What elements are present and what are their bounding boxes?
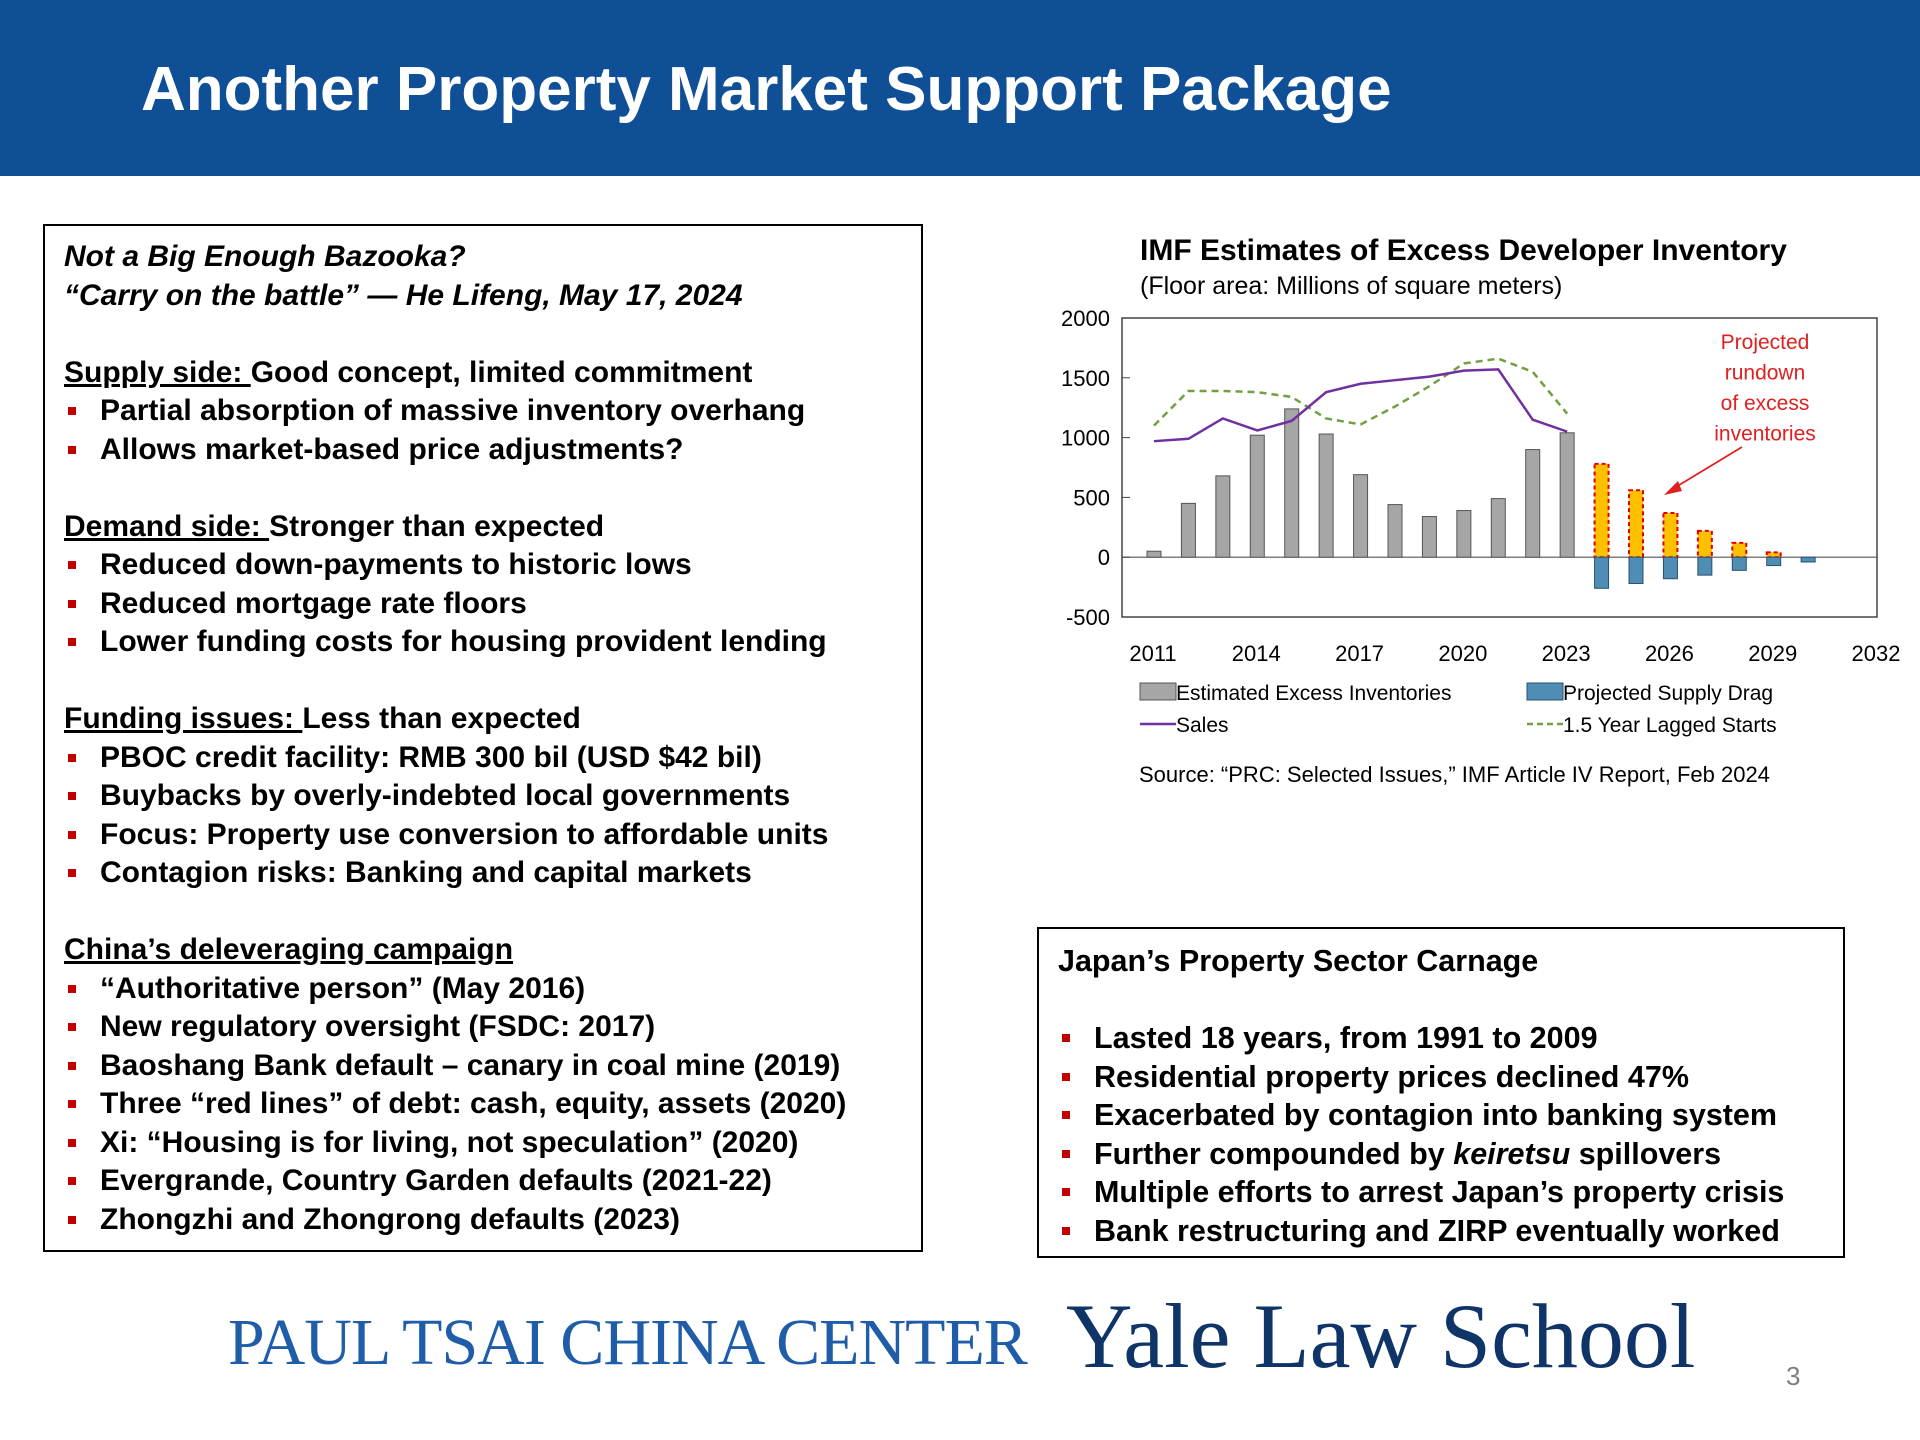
x-tick-label: 2029 <box>1748 641 1798 666</box>
bullet-item <box>1058 1058 1843 1097</box>
bullet-text: Residential property prices declined 47% <box>1094 1059 1689 1094</box>
section-text: Stronger than expected <box>269 509 605 543</box>
section-text: Good concept, limited commitment <box>250 355 753 389</box>
bullet-text: spillovers <box>1570 1136 1722 1171</box>
chart-source: Source: “PRC: Selected Issues,” IMF Article IV Report, Feb 2024 <box>1139 762 1770 787</box>
excess-inventory-bar <box>1560 433 1574 557</box>
projected-rundown-bar <box>1732 543 1746 557</box>
section-label: Demand side: <box>64 509 270 543</box>
x-tick-label: 2020 <box>1438 641 1488 666</box>
projected-rundown-bar <box>1595 464 1609 557</box>
bullet-item <box>64 1008 921 1047</box>
bullet-square-icon <box>68 407 76 415</box>
japan-box <box>1037 927 1845 1258</box>
supply-drag-bar <box>1767 557 1781 565</box>
y-tick-label: 500 <box>1073 485 1110 511</box>
bullet-square-icon <box>1062 1034 1070 1042</box>
legend-label: Estimated Excess Inventories <box>1176 682 1452 705</box>
bullet-item <box>64 739 921 778</box>
box-heading: Not a Big Enough Bazooka? <box>64 240 466 273</box>
bullet-text: Xi: “Housing is for living, not speculation” (2020) <box>100 1125 799 1159</box>
bullet-square-icon <box>68 1100 76 1108</box>
section-heading <box>64 354 921 393</box>
section-text: Less than expected <box>302 702 581 735</box>
bullet-text: PBOC credit facility: RMB 300 bil (USD $42 bil) <box>100 740 762 774</box>
supply-drag-bar <box>1629 557 1643 583</box>
bullet-emphasis: keiretsu <box>1453 1136 1571 1171</box>
legend-swatch-drag <box>1527 683 1563 700</box>
school-name: Yale Law School <box>1066 1285 1696 1387</box>
x-tick-label: 2023 <box>1541 641 1591 666</box>
legend-label: Projected Supply Drag <box>1563 682 1774 705</box>
chart-title: IMF Estimates of Excess Developer Inventory <box>1140 234 1787 267</box>
x-tick-label: 2014 <box>1231 641 1281 666</box>
bullet-text: Zhongzhi and Zhongrong defaults (2023) <box>100 1202 680 1236</box>
bullet-item <box>64 1085 921 1124</box>
bullet-text: Partial absorption of massive inventory overhang <box>100 394 806 427</box>
center-name: PAUL TSAI CHINA CENTER <box>228 1306 1027 1379</box>
bullet-item <box>64 854 921 893</box>
bullet-item <box>1058 1135 1843 1174</box>
excess-inventory-bar <box>1457 511 1471 558</box>
bullet-square-icon <box>1062 1188 1070 1196</box>
bullet-item <box>64 546 921 585</box>
excess-inventory-bar <box>1285 409 1299 557</box>
bullet-square-icon <box>68 638 76 646</box>
bullet-text: Lasted 18 years, from 1991 to 2009 <box>1094 1021 1598 1055</box>
supply-drag-bar <box>1698 557 1712 575</box>
title-banner <box>0 0 1920 176</box>
y-tick-label: 2000 <box>1061 306 1110 331</box>
bullet-square-icon <box>68 446 76 454</box>
excess-inventory-bar <box>1181 503 1195 557</box>
sales-line <box>1154 369 1567 441</box>
bullet-text: Lower funding costs for housing provident lending <box>100 625 827 658</box>
chart-subtitle: (Floor area: Millions of square meters) <box>1140 272 1563 300</box>
annotation-arrowhead <box>1664 481 1682 495</box>
bullet-square-icon <box>68 792 76 800</box>
bullet-text: Evergrande, Country Garden defaults (2021-22) <box>100 1164 772 1197</box>
excess-inventory-bar <box>1319 434 1333 557</box>
y-tick-label: 0 <box>1097 545 1110 571</box>
excess-inventory-bar <box>1354 475 1368 558</box>
projected-rundown-bar <box>1698 531 1712 557</box>
y-tick-label: -500 <box>1065 605 1110 630</box>
bullet-square-icon <box>68 1177 76 1185</box>
section-heading <box>64 931 921 970</box>
bullet-square-icon <box>1062 1227 1070 1235</box>
bullet-square-icon <box>68 754 76 762</box>
supply-drag-bar <box>1663 557 1677 579</box>
bullet-item <box>64 1162 921 1201</box>
excess-inventory-bar <box>1250 435 1264 557</box>
supply-drag-bar <box>1801 557 1815 562</box>
bullet-text: Further compounded by <box>1094 1136 1454 1171</box>
bullet-text: Exacerbated by contagion into banking system <box>1094 1098 1778 1132</box>
bullet-square-icon <box>68 1216 76 1224</box>
bullet-item <box>64 777 921 816</box>
y-tick-label: 1000 <box>1061 425 1110 451</box>
projected-rundown-bar <box>1767 552 1781 557</box>
page-number: 3 <box>1786 1361 1801 1391</box>
bullet-square-icon <box>68 1023 76 1031</box>
bullet-text: Multiple efforts to arrest Japan’s property crisis <box>1094 1175 1785 1209</box>
annotation-text: Projected <box>1720 331 1810 354</box>
lagged-starts-line <box>1154 359 1567 426</box>
y-tick-label: 1500 <box>1061 365 1110 391</box>
slide-title: Another Property Market Support Package <box>141 55 1392 124</box>
bullet-text: Allows market-based price adjustments? <box>100 432 684 466</box>
spacer <box>64 893 921 932</box>
bullet-item <box>1058 1096 1843 1135</box>
excess-inventory-bar <box>1216 476 1230 557</box>
section-heading <box>64 700 921 739</box>
bullet-item <box>64 816 921 855</box>
bullet-square-icon <box>1062 1150 1070 1158</box>
bullet-item <box>64 1201 921 1240</box>
section-heading <box>64 508 921 547</box>
bullet-square-icon <box>68 1062 76 1070</box>
annotation-arrow <box>1671 447 1742 490</box>
spacer <box>64 469 921 508</box>
x-tick-label: 2026 <box>1644 641 1694 666</box>
bullet-item <box>64 392 921 431</box>
inventory-chart <box>1030 295 1910 755</box>
excess-inventory-bar <box>1388 505 1402 558</box>
bullet-item <box>64 1047 921 1086</box>
supply-drag-bar <box>1732 557 1746 570</box>
bullet-text: Bank restructuring and ZIRP eventually worked <box>1094 1213 1780 1248</box>
bullet-square-icon <box>68 869 76 877</box>
bullet-text: Baoshang Bank default – canary in coal mine (2019) <box>100 1048 841 1082</box>
x-tick-label: 2011 <box>1129 641 1177 666</box>
bullet-square-icon <box>1062 1073 1070 1081</box>
annotation-text: of excess <box>1720 392 1810 415</box>
bullet-square-icon <box>68 831 76 839</box>
annotation-text: inventories <box>1714 422 1816 446</box>
bullet-text: Focus: Property use conversion to affordable units <box>100 817 829 851</box>
bullet-text: Three “red lines” of debt: cash, equity, assets (2020) <box>100 1087 847 1120</box>
x-tick-label: 2032 <box>1851 641 1901 666</box>
projected-rundown-bar <box>1629 490 1643 557</box>
annotation-text: rundown <box>1724 361 1806 385</box>
bullet-item <box>64 970 921 1009</box>
supply-drag-bar <box>1595 557 1609 588</box>
bullet-square-icon <box>68 600 76 608</box>
bullet-item <box>1058 1019 1843 1058</box>
section-label: Funding issues: <box>64 702 303 735</box>
x-tick-label: 2017 <box>1335 641 1385 666</box>
bullet-square-icon <box>1062 1111 1070 1119</box>
spacer <box>64 315 921 354</box>
bullet-text: Reduced down-payments to historic lows <box>100 548 692 581</box>
spacer <box>64 662 921 701</box>
bullet-item <box>1058 1212 1843 1251</box>
bullet-square-icon <box>68 561 76 569</box>
bullet-square-icon <box>68 985 76 993</box>
projected-rundown-bar <box>1663 513 1677 557</box>
excess-inventory-bar <box>1147 551 1161 557</box>
bullet-text: “Authoritative person” (May 2016) <box>100 971 586 1005</box>
bullet-text: New regulatory oversight (FSDC: 2017) <box>100 1010 656 1043</box>
bullet-item <box>1058 1173 1843 1212</box>
bullet-square-icon <box>68 1139 76 1147</box>
legend-swatch-excess <box>1140 683 1176 700</box>
bullet-text: Reduced mortgage rate floors <box>100 586 527 620</box>
bullet-text: Buybacks by overly-indebted local governments <box>100 779 791 812</box>
section-label: Supply side: <box>64 355 251 389</box>
excess-inventory-bar <box>1526 450 1540 558</box>
legend-label: Sales <box>1176 714 1229 737</box>
bullet-text: Contagion risks: Banking and capital markets <box>100 856 752 889</box>
excess-inventory-bar <box>1491 499 1505 558</box>
box-quote: “Carry on the battle” — He Lifeng, May 17, 2024 <box>64 278 743 312</box>
bullet-item <box>64 623 921 662</box>
spacer <box>1058 981 1843 1020</box>
bullet-item <box>64 431 921 470</box>
excess-inventory-bar <box>1422 517 1436 558</box>
legend-label: 1.5 Year Lagged Starts <box>1563 714 1777 737</box>
china-policy-box <box>43 224 923 1252</box>
bullet-item <box>64 585 921 624</box>
bullet-item <box>64 1124 921 1163</box>
section-label: China’s deleveraging campaign <box>64 933 514 966</box>
box-heading: Japan’s Property Sector Carnage <box>1058 944 1539 978</box>
